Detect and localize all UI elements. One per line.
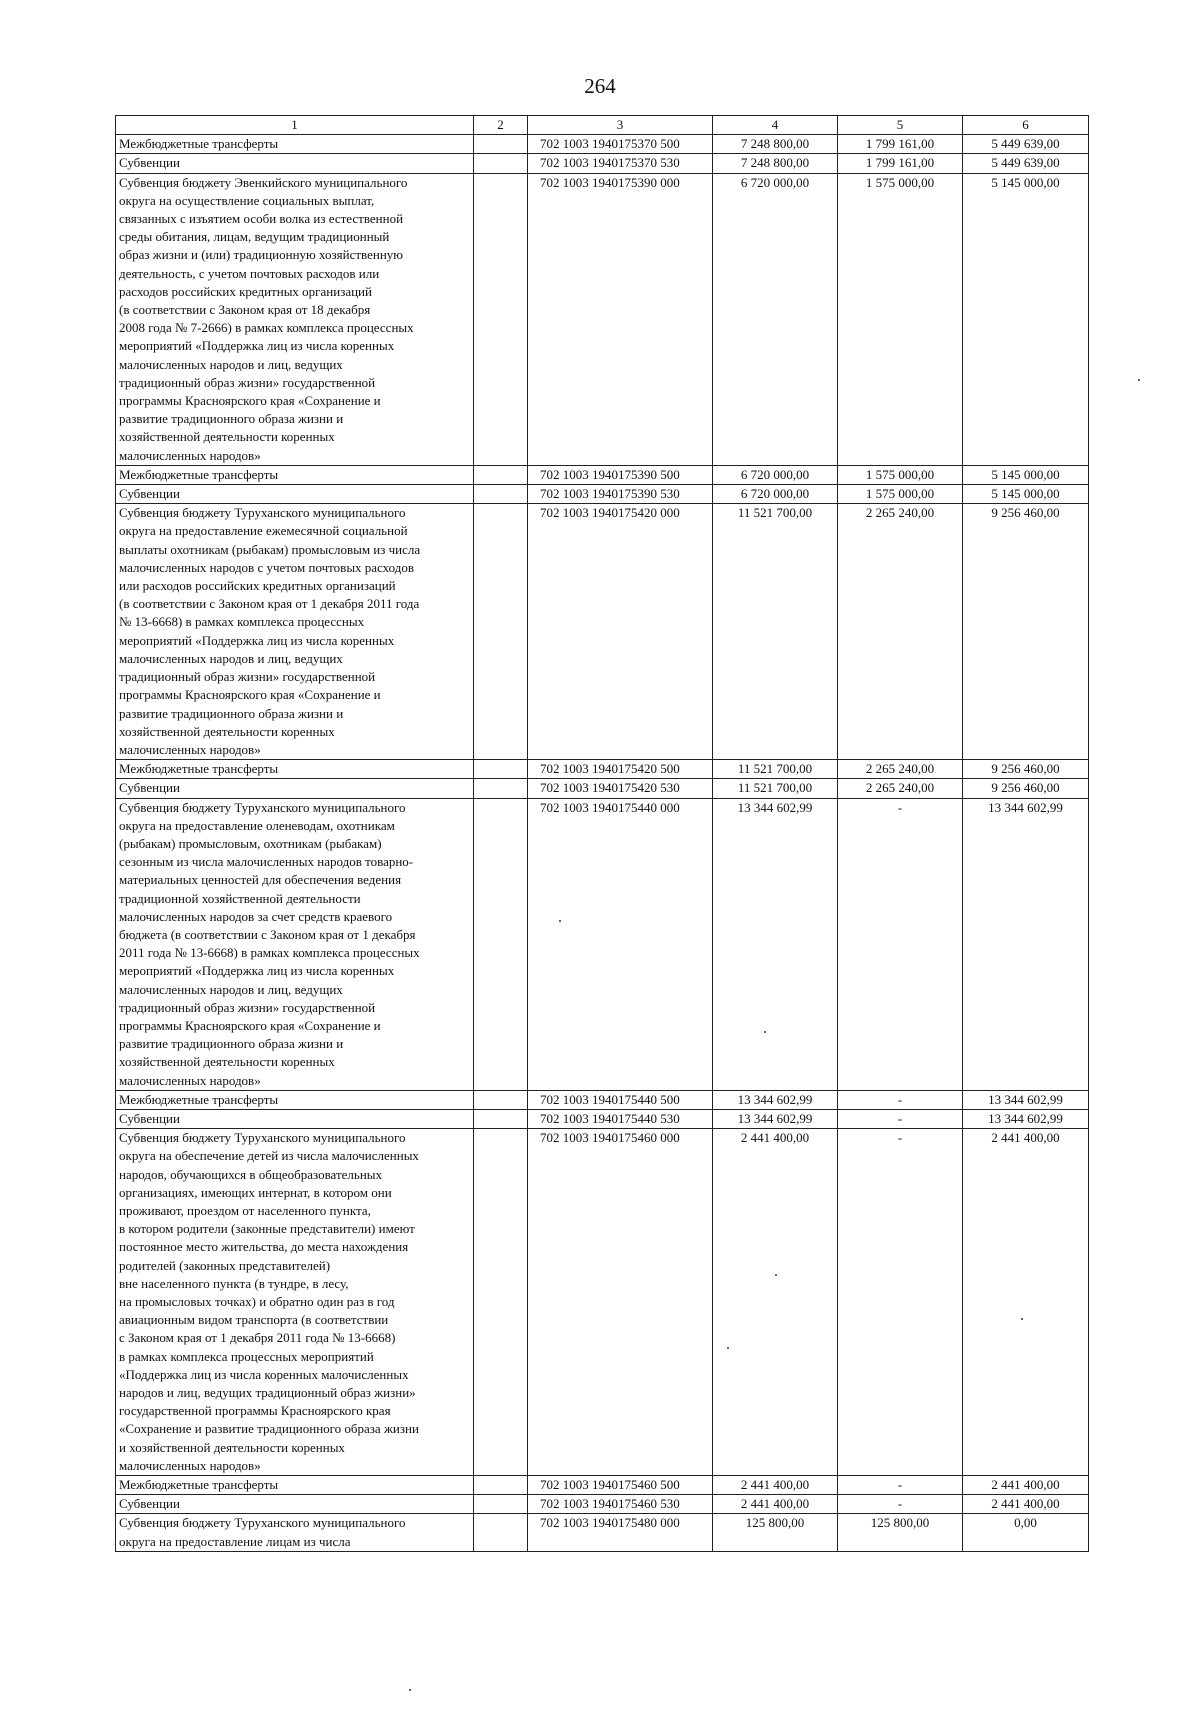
description-line: Субвенция бюджету Туруханского муниципального (119, 799, 406, 815)
row-budget-code: 702 1003 1940175480 000 (528, 1514, 713, 1551)
row-value-col-6: 5 145 000,00 (963, 173, 1089, 465)
description-line: мероприятий «Поддержка лиц из числа коренных (119, 632, 395, 648)
row-col-2 (474, 760, 528, 779)
row-value-col-5: 1 799 161,00 (838, 135, 963, 154)
row-col-2 (474, 504, 528, 760)
page-number: 264 (584, 74, 616, 98)
budget-table (115, 115, 1089, 1552)
description-line: Субвенция бюджету Туруханского муниципального (119, 1515, 406, 1531)
row-description (116, 173, 474, 465)
description-line: Субвенция бюджету Эвенкийского муниципального (119, 174, 408, 190)
description-line: на промысловых точках) и обратно один раз в год (119, 1294, 395, 1309)
description-line: выплаты охотникам (рыбакам) промысловым из числа (119, 541, 421, 557)
description-line: материальных ценностей для обеспечения ведения (119, 872, 402, 888)
row-col-2 (474, 135, 528, 154)
description-line: организациях, имеющих интернат, в котором они (119, 1184, 392, 1200)
description-line: Межбюджетные трансферты (119, 761, 279, 777)
description-line: с Законом края от 1 декабря 2011 года № 13-6668) (119, 1330, 396, 1346)
description-line: среды обитания, лицам, ведущим традиционный (119, 229, 390, 245)
description-line: народов и лиц, ведущих традиционный образ жизни» (119, 1385, 416, 1401)
header-col-2: 2 (474, 116, 528, 135)
row-value-col-4: 13 344 602,99 (713, 1090, 838, 1109)
row-budget-code: 702 1003 1940175440 500 (528, 1090, 713, 1109)
row-description (116, 1109, 474, 1128)
row-description (116, 1090, 474, 1109)
description-line: традиционный образ жизни» государственной (119, 999, 376, 1015)
header-col-4: 4 (713, 116, 838, 135)
description-line: развитие традиционного образа жизни и (119, 411, 344, 427)
row-budget-code: 702 1003 1940175460 000 (528, 1129, 713, 1476)
table-row (116, 135, 1089, 154)
description-line: «Поддержка лиц из числа коренных малочисленных (119, 1366, 409, 1382)
scan-speck (1021, 1318, 1023, 1320)
row-description (116, 465, 474, 484)
row-budget-code: 702 1003 1940175370 530 (528, 154, 713, 173)
description-line: развитие традиционного образа жизни и (119, 1036, 344, 1052)
scan-speck (1138, 379, 1140, 381)
description-line: вне населенного пункта (в тундре, в лесу, (119, 1275, 349, 1291)
row-value-col-5: 2 265 240,00 (838, 779, 963, 798)
row-description (116, 485, 474, 504)
description-line: развитие традиционного образа жизни и (119, 705, 344, 721)
table-row (116, 504, 1089, 760)
header-col-1: 1 (116, 116, 474, 135)
row-value-col-4: 11 521 700,00 (713, 760, 838, 779)
description-line: проживают, проездом от населенного пункта, (119, 1202, 371, 1218)
row-value-col-6: 9 256 460,00 (963, 760, 1089, 779)
row-value-col-6: 2 441 400,00 (963, 1129, 1089, 1476)
description-line: мероприятий «Поддержка лиц из числа коренных (119, 338, 395, 354)
row-value-col-6: 9 256 460,00 (963, 504, 1089, 760)
table-row (116, 1514, 1089, 1551)
description-line: традиционной хозяйственной деятельности (119, 890, 361, 906)
row-col-2 (474, 465, 528, 484)
row-value-col-4: 2 441 400,00 (713, 1476, 838, 1495)
description-line: малочисленных народов и лиц, ведущих (119, 650, 343, 666)
row-budget-code: 702 1003 1940175390 530 (528, 485, 713, 504)
description-line: Субвенции (119, 1496, 180, 1512)
row-description (116, 154, 474, 173)
row-col-2 (474, 1129, 528, 1476)
row-col-2 (474, 154, 528, 173)
row-value-col-5: - (838, 1109, 963, 1128)
table-row (116, 1109, 1089, 1128)
description-line: или расходов российских кредитных организаций (119, 578, 396, 594)
description-line: родителей (законных представителей) (119, 1257, 331, 1273)
description-line: малочисленных народов» (119, 1072, 261, 1088)
description-line: деятельность, с учетом почтовых расходов или (119, 265, 380, 281)
row-value-col-6: 2 441 400,00 (963, 1495, 1089, 1514)
row-col-2 (474, 173, 528, 465)
row-budget-code: 702 1003 1940175390 000 (528, 173, 713, 465)
row-value-col-5: - (838, 1090, 963, 1109)
description-line: сезонным из числа малочисленных народов товарно- (119, 854, 414, 870)
scan-speck (775, 1274, 777, 1276)
description-line: и хозяйственной деятельности коренных (119, 1439, 345, 1455)
row-value-col-4: 7 248 800,00 (713, 135, 838, 154)
header-col-6: 6 (963, 116, 1089, 135)
row-col-2 (474, 485, 528, 504)
description-line: округа на предоставление ежемесячной социальной (119, 523, 408, 539)
row-value-col-6: 5 449 639,00 (963, 154, 1089, 173)
row-value-col-4: 2 441 400,00 (713, 1129, 838, 1476)
row-col-2 (474, 1476, 528, 1495)
row-description (116, 1129, 474, 1476)
scan-speck (727, 1347, 729, 1349)
description-line: Субвенции (119, 155, 180, 171)
description-line: округа на предоставление лицам из числа (119, 1533, 351, 1549)
description-line: малочисленных народов» (119, 447, 261, 463)
description-line: Субвенции (119, 486, 180, 502)
table-row (116, 798, 1089, 1090)
row-value-col-5: 1 575 000,00 (838, 485, 963, 504)
row-value-col-5: 2 265 240,00 (838, 504, 963, 760)
row-budget-code: 702 1003 1940175370 500 (528, 135, 713, 154)
row-col-2 (474, 1495, 528, 1514)
description-line: образ жизни и (или) традиционную хозяйственную (119, 247, 403, 263)
table-row (116, 1495, 1089, 1514)
description-line: малочисленных народов с учетом почтовых расходов (119, 559, 415, 575)
header-row (116, 116, 1089, 135)
row-col-2 (474, 1090, 528, 1109)
row-description (116, 779, 474, 798)
row-value-col-4: 11 521 700,00 (713, 779, 838, 798)
row-description (116, 504, 474, 760)
description-line: «Сохранение и развитие традиционного образа жизни (119, 1421, 419, 1437)
row-budget-code: 702 1003 1940175460 530 (528, 1495, 713, 1514)
row-value-col-6: 9 256 460,00 (963, 779, 1089, 798)
description-line: Субвенции (119, 1110, 180, 1126)
header-col-3: 3 (528, 116, 713, 135)
table-row (116, 485, 1089, 504)
table-row (116, 1476, 1089, 1495)
row-description (116, 135, 474, 154)
row-description (116, 1495, 474, 1514)
description-line: Субвенции (119, 780, 180, 796)
table-row (116, 1129, 1089, 1476)
row-col-2 (474, 779, 528, 798)
table-row (116, 465, 1089, 484)
scan-speck (559, 920, 561, 922)
row-value-col-6: 2 441 400,00 (963, 1476, 1089, 1495)
description-line: в котором родители (законные представители) имеют (119, 1221, 415, 1237)
table-header (116, 116, 1089, 135)
description-line: (рыбакам) промысловым, охотникам (рыбакам) (119, 835, 382, 851)
description-line: хозяйственной деятельности коренных (119, 1054, 335, 1070)
description-line: Субвенция бюджету Туруханского муниципального (119, 505, 406, 521)
description-line: малочисленных народов за счет средств краевого (119, 908, 393, 924)
row-budget-code: 702 1003 1940175440 000 (528, 798, 713, 1090)
header-col-5: 5 (838, 116, 963, 135)
description-line: авиационным видом транспорта (в соответствии (119, 1312, 389, 1328)
row-col-2 (474, 1109, 528, 1128)
row-value-col-4: 6 720 000,00 (713, 485, 838, 504)
row-budget-code: 702 1003 1940175420 530 (528, 779, 713, 798)
description-line: в рамках комплекса процессных мероприятий (119, 1348, 374, 1364)
description-line: округа на предоставление оленеводам, охотникам (119, 817, 395, 833)
row-description (116, 760, 474, 779)
description-line: традиционный образ жизни» государственной (119, 669, 376, 685)
row-value-col-6: 13 344 602,99 (963, 1109, 1089, 1128)
row-value-col-4: 6 720 000,00 (713, 173, 838, 465)
description-line: программы Красноярского края «Сохранение и (119, 687, 381, 703)
description-line: (в соответствии с Законом края от 1 декабря 2011 года (119, 596, 420, 612)
description-line: Межбюджетные трансферты (119, 466, 279, 482)
row-col-2 (474, 1514, 528, 1551)
description-line: округа на обеспечение детей из числа малочисленных (119, 1148, 419, 1164)
description-line: (в соответствии с Законом края от 18 декабря (119, 302, 371, 318)
description-line: бюджета (в соответствии с Законом края от 1 декабря (119, 926, 416, 942)
scan-speck (764, 1031, 766, 1033)
description-line: народов, обучающихся в общеобразовательных (119, 1166, 383, 1182)
row-value-col-5: 1 575 000,00 (838, 173, 963, 465)
row-value-col-5: 125 800,00 (838, 1514, 963, 1551)
description-line: Межбюджетные трансферты (119, 1091, 279, 1107)
row-budget-code: 702 1003 1940175460 500 (528, 1476, 713, 1495)
row-value-col-4: 125 800,00 (713, 1514, 838, 1551)
description-line: традиционный образ жизни» государственной (119, 374, 376, 390)
table-row (116, 154, 1089, 173)
description-line: расходов российских кредитных организаций (119, 283, 372, 299)
row-value-col-4: 2 441 400,00 (713, 1495, 838, 1514)
description-line: округа на осуществление социальных выплат, (119, 192, 375, 208)
row-budget-code: 702 1003 1940175420 500 (528, 760, 713, 779)
table-row (116, 1090, 1089, 1109)
row-value-col-6: 0,00 (963, 1514, 1089, 1551)
row-value-col-4: 6 720 000,00 (713, 465, 838, 484)
row-budget-code: 702 1003 1940175420 000 (528, 504, 713, 760)
description-line: 2008 года № 7-2666) в рамках комплекса процессных (119, 320, 414, 336)
description-line: малочисленных народов и лиц, ведущих (119, 981, 343, 997)
description-line: № 13-6668) в рамках комплекса процессных (119, 614, 365, 630)
description-line: связанных с изъятием особи волка из естественной (119, 211, 404, 227)
description-line: малочисленных народов» (119, 741, 261, 757)
description-line: хозяйственной деятельности коренных (119, 723, 335, 739)
description-line: государственной программы Красноярского края (119, 1403, 391, 1419)
row-value-col-4: 7 248 800,00 (713, 154, 838, 173)
description-line: Межбюджетные трансферты (119, 136, 279, 152)
row-value-col-6: 13 344 602,99 (963, 798, 1089, 1090)
row-budget-code: 702 1003 1940175440 530 (528, 1109, 713, 1128)
row-value-col-5: - (838, 1476, 963, 1495)
row-description (116, 1514, 474, 1551)
description-line: Межбюджетные трансферты (119, 1477, 279, 1493)
row-value-col-6: 13 344 602,99 (963, 1090, 1089, 1109)
row-value-col-6: 5 449 639,00 (963, 135, 1089, 154)
row-value-col-5: - (838, 1495, 963, 1514)
table-row (116, 779, 1089, 798)
row-value-col-5: 2 265 240,00 (838, 760, 963, 779)
row-value-col-5: 1 799 161,00 (838, 154, 963, 173)
row-col-2 (474, 798, 528, 1090)
row-budget-code: 702 1003 1940175390 500 (528, 465, 713, 484)
row-value-col-4: 13 344 602,99 (713, 798, 838, 1090)
row-value-col-6: 5 145 000,00 (963, 485, 1089, 504)
description-line: 2011 года № 13-6668) в рамках комплекса процессных (119, 945, 420, 961)
description-line: программы Красноярского края «Сохранение и (119, 1017, 381, 1033)
description-line: малочисленных народов» (119, 1457, 261, 1473)
description-line: программы Красноярского края «Сохранение и (119, 393, 381, 409)
scan-speck (409, 1689, 411, 1691)
description-line: хозяйственной деятельности коренных (119, 429, 335, 445)
row-value-col-4: 13 344 602,99 (713, 1109, 838, 1128)
row-value-col-5: - (838, 798, 963, 1090)
row-value-col-5: - (838, 1129, 963, 1476)
row-description (116, 798, 474, 1090)
row-value-col-4: 11 521 700,00 (713, 504, 838, 760)
table-row (116, 760, 1089, 779)
table-body (116, 135, 1089, 1552)
description-line: Субвенция бюджету Туруханского муниципального (119, 1130, 406, 1146)
row-description (116, 1476, 474, 1495)
description-line: постоянное место жительства, до места нахождения (119, 1239, 409, 1255)
table-row (116, 173, 1089, 465)
description-line: мероприятий «Поддержка лиц из числа коренных (119, 963, 395, 979)
row-value-col-6: 5 145 000,00 (963, 465, 1089, 484)
row-value-col-5: 1 575 000,00 (838, 465, 963, 484)
description-line: малочисленных народов и лиц, ведущих (119, 356, 343, 372)
